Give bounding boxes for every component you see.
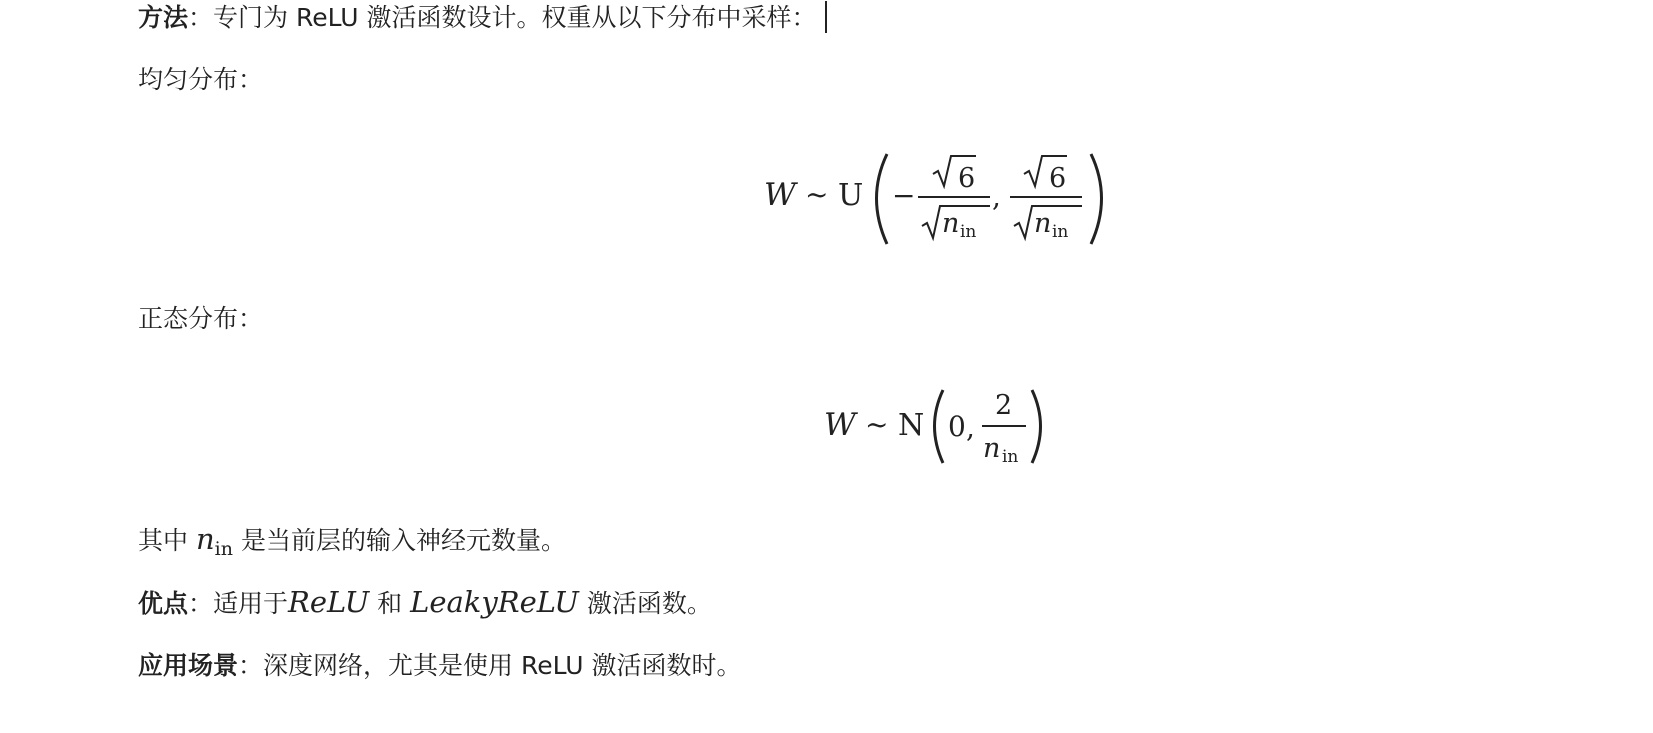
- normal-tilde: ~: [865, 408, 889, 441]
- normal-formula: [810, 380, 1070, 475]
- advantage-label: 优点: [138, 589, 189, 618]
- uniform-label: 均匀分布：: [138, 65, 264, 94]
- svg-text:n: n: [1034, 208, 1052, 239]
- scenario-paragraph: [138, 648, 742, 684]
- uniform-fraction-1: [918, 156, 990, 242]
- uniform-minus: −: [892, 179, 916, 212]
- advantage-text-post: 激活函数。: [586, 589, 712, 618]
- where-suffix: 是当前层的输入神经元数量。: [240, 526, 566, 555]
- normal-label: 正态分布：: [138, 304, 264, 333]
- advantage-relu: ReLU: [288, 585, 370, 619]
- normal-lhs-W: W: [824, 407, 856, 443]
- text-cursor[interactable]: [825, 1, 827, 33]
- svg-text:n: n: [983, 433, 1001, 464]
- where-prefix: 其中: [138, 526, 189, 555]
- where-var-n: n: [195, 522, 215, 556]
- uniform-fraction-2: [1010, 156, 1082, 242]
- advantage-and: 和: [377, 589, 403, 618]
- where-var-sub: in: [214, 538, 233, 560]
- uniform-lhs-W: W: [764, 177, 796, 213]
- uniform-formula: [750, 140, 1130, 255]
- uniform-dist-U: U: [838, 178, 864, 213]
- method-text: 专门为 ReLU 激活函数设计。权重从以下分布中采样：: [213, 3, 817, 32]
- advantage-text-pre: 适用于: [213, 589, 289, 618]
- uniform-left-paren: [877, 154, 888, 244]
- svg-text:n: n: [942, 208, 960, 239]
- uniform-comma: ,: [992, 180, 1001, 213]
- uniform-tilde: ~: [805, 178, 829, 211]
- normal-zero: 0: [948, 410, 966, 443]
- scenario-label: 应用场景: [138, 651, 239, 680]
- svg-text:in: in: [1052, 222, 1069, 242]
- scenario-colon: ：: [238, 651, 264, 680]
- advantage-colon: ：: [188, 589, 214, 618]
- method-label: 方法: [138, 3, 189, 32]
- normal-dist-N: N: [898, 408, 925, 443]
- normal-comma: ,: [966, 411, 975, 444]
- scenario-text: 深度网络，尤其是使用 ReLU 激活函数时。: [263, 651, 742, 680]
- where-paragraph: [138, 521, 566, 567]
- svg-text:6: 6: [958, 163, 976, 194]
- normal-right-paren: [1032, 390, 1041, 463]
- advantage-leakyrelu: LeakyReLU: [410, 585, 579, 619]
- uniform-right-paren: [1091, 154, 1102, 244]
- svg-text:2: 2: [995, 390, 1013, 421]
- svg-text:in: in: [960, 222, 977, 242]
- method-colon: ：: [188, 3, 214, 32]
- normal-fraction: [982, 390, 1026, 467]
- advantage-paragraph: [138, 584, 712, 622]
- normal-left-paren: [935, 390, 944, 463]
- method-paragraph: [138, 0, 827, 36]
- svg-text:6: 6: [1049, 163, 1067, 194]
- svg-text:in: in: [1002, 447, 1019, 467]
